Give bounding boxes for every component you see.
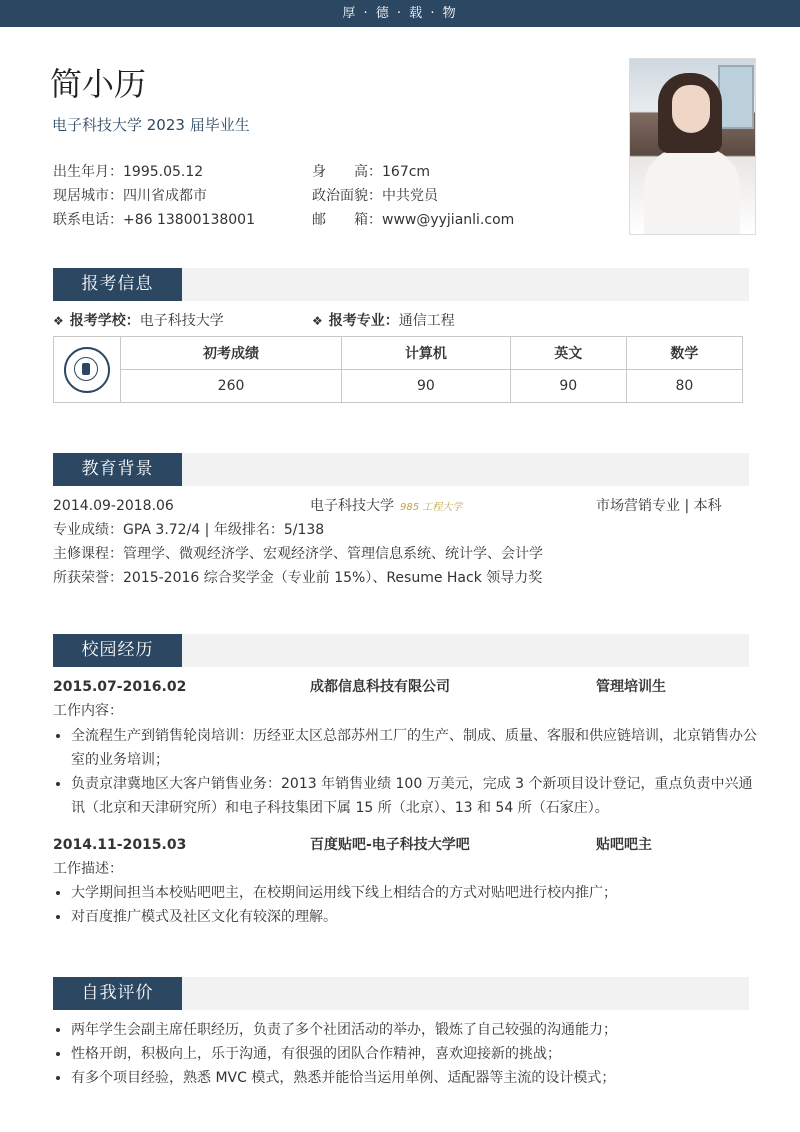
self-items <box>53 1018 761 1090</box>
info-value: 167cm <box>382 164 431 180</box>
info-phone: 联系电话：+86 13800138001 <box>53 212 255 228</box>
edu-school-tag: 985 工程大学 <box>400 502 463 513</box>
job-desc-label: 工作描述： <box>53 861 123 877</box>
info-height: 身 高：167cm <box>312 164 431 180</box>
score-value: 80 <box>626 370 742 403</box>
score-header: 初考成绩 <box>121 337 342 370</box>
info-label: 政治面貌 <box>312 188 368 204</box>
list-item: • 负责京津冀地区大客户销售业务：2013 年销售业绩 100 万美元，完成 3 个新项目设计登记，重点负责中兴通讯（北京和天津研究所）和电子科技集团下属 15 所（北京）、13 和 54 所（石家庄）。 <box>71 772 761 820</box>
section-title-exam: 报考信息 <box>53 268 182 301</box>
section-title-education: 教育背景 <box>53 453 182 486</box>
resume-subtitle: 电子科技大学 2023 届毕业生 <box>52 116 250 134</box>
motto-text: 厚 · 德 · 载 · 物 <box>342 6 458 21</box>
exam-school-value: 电子科技大学 <box>139 313 224 329</box>
info-label: 联系电话 <box>53 212 109 228</box>
info-value: 中共党员 <box>382 188 438 204</box>
job-items <box>53 881 761 929</box>
edu-line: 专业成绩：GPA 3.72/4 | 年级排名：5/138 <box>53 522 325 538</box>
diamond-icon: ❖ <box>312 314 323 328</box>
edu-period: 2014.09-2018.06 <box>53 498 174 514</box>
job-org: 成都信息科技有限公司 <box>310 679 450 695</box>
edu-major: 市场营销专业 | 本科 <box>596 498 722 514</box>
score-header: 计算机 <box>342 337 511 370</box>
list-item: • 性格开朗，积极向上，乐于沟通，有很强的团队合作精神，喜欢迎接新的挑战； <box>71 1042 761 1066</box>
info-label: 出生年月 <box>53 164 109 180</box>
exam-major <box>312 310 455 332</box>
info-value: +86 13800138001 <box>123 212 255 228</box>
list-item: • 有多个项目经验，熟悉 MVC 模式，熟悉并能恰当运用单例、适配器等主流的设计模式； <box>71 1066 761 1090</box>
info-value: 1995.05.12 <box>123 164 204 180</box>
resume-name: 简小历 <box>50 65 147 103</box>
edu-line: 所获荣誉：2015-2016 综合奖学金（专业前 15%）、Resume Hack 领导力奖 <box>53 570 543 586</box>
exam-school <box>53 310 224 332</box>
info-label: 现居城市 <box>53 188 109 204</box>
exam-major-label: 报考专业： <box>328 313 399 329</box>
motto-bar <box>0 0 800 27</box>
university-logo-cell <box>54 337 121 403</box>
job-period: 2014.11-2015.03 <box>53 837 187 853</box>
score-table <box>53 336 743 403</box>
score-value: 90 <box>510 370 626 403</box>
edu-line: 主修课程：管理学、微观经济学、宏观经济学、管理信息系统、统计学、会计学 <box>53 546 543 562</box>
diamond-icon: ❖ <box>53 314 64 328</box>
section-title-campus: 校园经历 <box>53 634 182 667</box>
score-header: 数学 <box>626 337 742 370</box>
list-item: • 全流程生产到销售轮岗培训：历经亚太区总部苏州工厂的生产、制成、质量、客服和供应链培训，北京销售办公室的业务培训； <box>71 724 761 772</box>
section-title-self: 自我评价 <box>53 977 182 1010</box>
info-value: www@yyjianli.com <box>382 212 515 228</box>
info-label: 身 高 <box>312 164 368 180</box>
job-desc-label: 工作内容： <box>53 703 123 719</box>
list-item: • 对百度推广模式及社区文化有较深的理解。 <box>71 905 761 929</box>
profile-photo <box>629 58 756 235</box>
list-item: • 大学期间担当本校贴吧吧主，在校期间运用线下线上相结合的方式对贴吧进行校内推广； <box>71 881 761 905</box>
info-city: 现居城市：四川省成都市 <box>53 188 207 204</box>
edu-school-name: 电子科技大学 <box>310 498 394 514</box>
info-politics: 政治面貌：中共党员 <box>312 188 438 204</box>
job-role: 贴吧吧主 <box>596 837 652 853</box>
info-email: 邮 箱：www@yyjianli.com <box>312 212 515 228</box>
job-period: 2015.07-2016.02 <box>53 679 187 695</box>
job-role: 管理培训生 <box>596 679 666 695</box>
score-value: 260 <box>121 370 342 403</box>
info-label: 邮 箱 <box>312 212 368 228</box>
list-item: • 两年学生会副主席任职经历，负责了多个社团活动的举办，锻炼了自己较强的沟通能力； <box>71 1018 761 1042</box>
job-org: 百度贴吧-电子科技大学吧 <box>310 837 470 853</box>
info-value: 四川省成都市 <box>123 188 207 204</box>
exam-major-value: 通信工程 <box>398 313 455 329</box>
info-birth: 出生年月：1995.05.12 <box>53 164 204 180</box>
score-header: 英文 <box>510 337 626 370</box>
score-value: 90 <box>342 370 511 403</box>
job-items <box>53 724 761 820</box>
university-seal-icon <box>64 347 110 393</box>
exam-school-label: 报考学校： <box>69 313 140 329</box>
edu-school <box>310 495 462 519</box>
